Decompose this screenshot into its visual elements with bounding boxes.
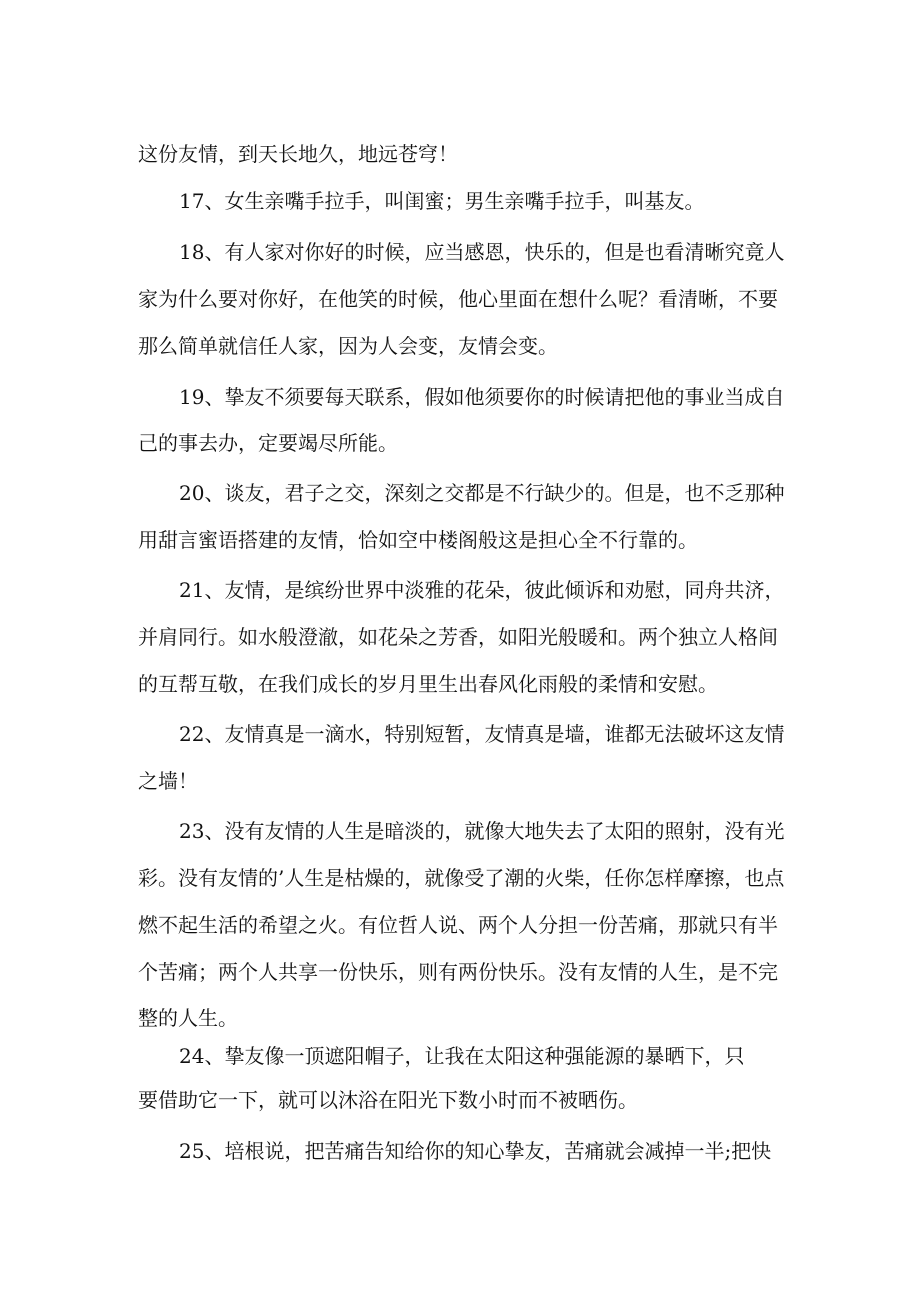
paragraph-line: 并肩同行。如水般澄澈，如花朵之芳香，如阳光般暖和。两个独立人格间 (138, 625, 778, 649)
paragraph-line: 要借助它一下，就可以沐浴在阳光下数小时而不被晒伤。 (138, 1088, 638, 1112)
paragraph-line: 这份友情，到天长地久，地远苍穹！ (138, 142, 458, 166)
paragraph-line: 家为什么要对你好，在他笑的时候，他心里面在想什么呢？看清晰，不要 (138, 287, 778, 311)
paragraph-line: 21、友情，是缤纷世界中淡雅的花朵，彼此倾诉和劝慰，同舟共济， (179, 578, 785, 602)
paragraph-line: 24、挚友像一顶遮阳帽子，让我在太阳这种强能源的暴晒下，只 (179, 1044, 745, 1068)
paragraph-line: 19、挚友不须要每天联系，假如他须要你的时候请把他的事业当成自 (179, 385, 785, 409)
paragraph-line: 23、没有友情的人生是暗淡的，就像大地失去了太阳的照射，没有光 (179, 819, 785, 843)
paragraph-line: 整的人生。 (138, 1006, 238, 1030)
paragraph-line: 20、谈友，君子之交，深刻之交都是不行缺少的。但是，也不乏那种 (179, 481, 785, 505)
paragraph-line: 用甜言蜜语搭建的友情，恰如空中楼阁般这是担心全不行靠的。 (138, 528, 698, 552)
paragraph-line: 燃不起生活的希望之火。有位哲人说、两个人分担一份苦痛，那就只有半 (138, 913, 778, 937)
paragraph-line: 17、女生亲嘴手拉手，叫闺蜜；男生亲嘴手拉手，叫基友。 (179, 189, 705, 213)
paragraph-line: 18、有人家对你好的时候，应当感恩，快乐的，但是也看清晰究竟人 (179, 240, 785, 264)
paragraph-line: 己的事去办，定要竭尽所能。 (138, 431, 398, 455)
paragraph-line: 的互帮互敬，在我们成长的岁月里生出春风化雨般的柔情和安慰。 (138, 672, 718, 696)
paragraph-line: 个苦痛；两个人共享一份快乐，则有两份快乐。没有友情的人生，是不完 (138, 960, 778, 984)
paragraph-line: 25、培根说，把苦痛告知给你的知心挚友，苦痛就会减掉一半;把快 (179, 1139, 772, 1163)
paragraph-line: 之墙！ (138, 769, 198, 793)
paragraph-line: 彩。没有友情的’人生是枯燥的，就像受了潮的火柴，任你怎样摩擦，也点 (138, 866, 785, 890)
paragraph-line: 22、友情真是一滴水，特别短暂，友情真是墙，谁都无法破坏这友情 (179, 722, 785, 746)
paragraph-line: 那么简单就信任人家，因为人会变，友情会变。 (138, 334, 558, 358)
